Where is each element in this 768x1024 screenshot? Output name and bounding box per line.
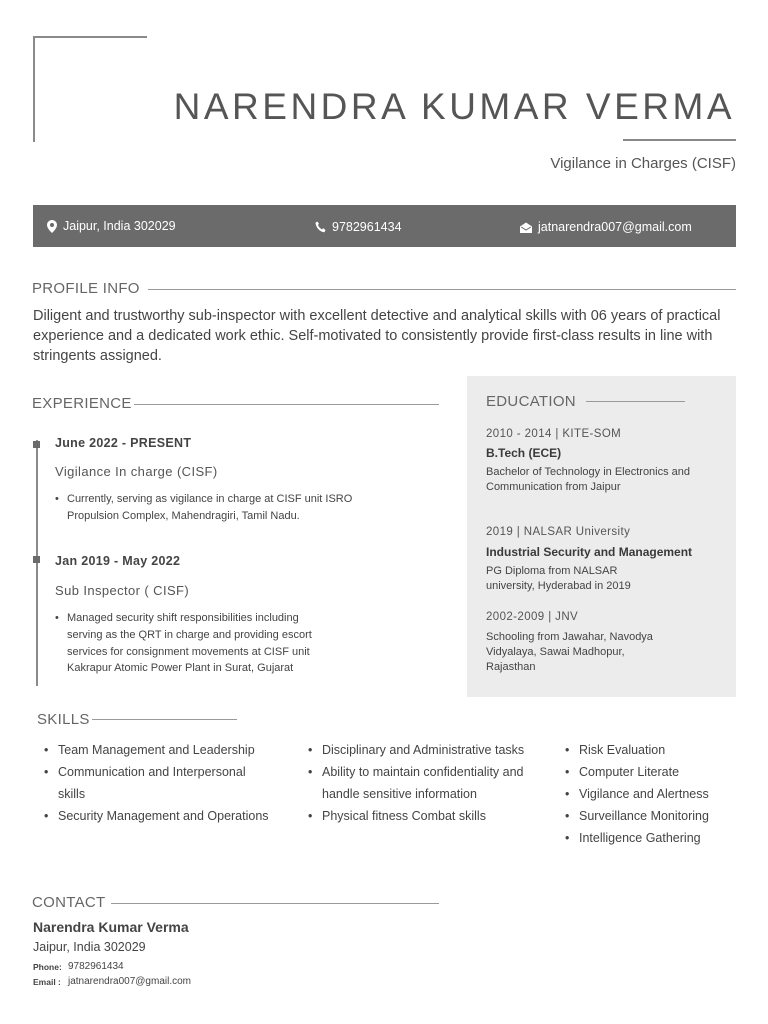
education-divider bbox=[586, 401, 685, 402]
envelope-open-icon bbox=[520, 222, 532, 233]
skill-item: • Disciplinary and Administrative tasks bbox=[304, 739, 529, 761]
corner-frame-left bbox=[33, 36, 35, 142]
contact-email[interactable]: jatnarendra007@gmail.com bbox=[68, 976, 191, 987]
skills-column bbox=[40, 739, 270, 827]
name-divider bbox=[623, 139, 736, 141]
skill-item: • Physical fitness Combat skills bbox=[304, 805, 529, 827]
experience-divider bbox=[134, 404, 439, 405]
skill-item: • Communication and Interpersonal skills bbox=[40, 761, 270, 805]
job-title: Vigilance in Charges (CISF) bbox=[550, 155, 736, 172]
contact-name: Narendra Kumar Verma bbox=[33, 919, 189, 935]
contact-phone-label: Phone: bbox=[33, 962, 62, 972]
experience-date: June 2022 - PRESENT bbox=[55, 436, 192, 450]
location-pin-icon bbox=[47, 220, 57, 233]
email-text[interactable]: jatnarendra007@gmail.com bbox=[538, 220, 692, 234]
skills-section-title: SKILLS bbox=[37, 711, 90, 728]
bar-email bbox=[520, 206, 692, 248]
experience-bullets bbox=[55, 610, 337, 677]
contact-address: Jaipur, India 302029 bbox=[33, 940, 146, 954]
phone-icon bbox=[315, 221, 326, 233]
skill-item: • Intelligence Gathering bbox=[561, 827, 741, 849]
skills-column bbox=[561, 739, 741, 849]
contact-phone[interactable]: 9782961434 bbox=[68, 961, 124, 972]
profile-section-title: PROFILE INFO bbox=[32, 280, 140, 297]
experience-role: Vigilance In charge (CISF) bbox=[55, 464, 218, 479]
contact-section-title: CONTACT bbox=[32, 894, 106, 911]
bar-phone bbox=[315, 206, 402, 248]
experience-bullet: • Managed security shift responsibilities including serving as the QRT in charge and providing escort services for consignment movements at CISF unit Kakrapur Atomic Power Plant in Surat, Gujarat bbox=[55, 610, 337, 677]
education-period: 2010 - 2014 | KITE-SOM bbox=[486, 428, 622, 440]
profile-summary: Diligent and trustworthy sub-inspector with excellent detective and analytical skills with 06 years of practical experience and a dedicated work ethic. Self-motivated to consistently provide first-class results in line with stringents assigned. bbox=[33, 308, 721, 364]
location-text: Jaipur, India 302029 bbox=[63, 219, 176, 233]
education-period: 2002-2009 | JNV bbox=[486, 611, 579, 623]
timeline-marker bbox=[33, 556, 40, 563]
education-degree: B.Tech (ECE) bbox=[486, 446, 562, 460]
experience-role: Sub Inspector ( CISF) bbox=[55, 583, 190, 598]
corner-frame-top bbox=[33, 36, 147, 38]
experience-bullets bbox=[55, 491, 385, 525]
education-description: Schooling from Jawahar, Navodya Vidyalaya, Sawai Madhopur, Rajasthan bbox=[486, 631, 653, 673]
experience-bullet: • Currently, serving as vigilance in charge at CISF unit ISRO Propulsion Complex, Mahendragiri, Tamil Nadu. bbox=[55, 491, 385, 525]
contact-bar bbox=[33, 205, 736, 247]
skill-item: • Risk Evaluation bbox=[561, 739, 741, 761]
skill-item: • Ability to maintain confidentiality and handle sensitive information bbox=[304, 761, 529, 805]
education-period: 2019 | NALSAR University bbox=[486, 526, 631, 538]
education-description: Bachelor of Technology in Electronics and Communication from Jaipur bbox=[486, 466, 691, 493]
contact-email-label: Email : bbox=[33, 977, 61, 987]
bar-location bbox=[47, 205, 176, 247]
experience-date: Jan 2019 - May 2022 bbox=[55, 554, 181, 568]
education-degree: Industrial Security and Management bbox=[486, 545, 693, 559]
skills-divider bbox=[92, 719, 237, 720]
experience-section-title: EXPERIENCE bbox=[32, 395, 132, 412]
experience-timeline bbox=[36, 440, 38, 686]
profile-divider bbox=[148, 289, 736, 290]
education-description: PG Diploma from NALSAR university, Hyderabad in 2019 bbox=[486, 565, 631, 592]
skill-item: • Surveillance Monitoring bbox=[561, 805, 741, 827]
phone-text[interactable]: 9782961434 bbox=[332, 220, 402, 234]
skill-item: • Vigilance and Alertness bbox=[561, 783, 741, 805]
skill-item: • Security Management and Operations bbox=[40, 805, 270, 827]
timeline-marker bbox=[33, 441, 40, 448]
education-section-title: EDUCATION bbox=[486, 393, 576, 410]
skill-item: • Team Management and Leadership bbox=[40, 739, 270, 761]
candidate-name: NARENDRA KUMAR VERMA bbox=[173, 86, 735, 127]
contact-divider bbox=[111, 903, 439, 904]
skills-column bbox=[304, 739, 529, 827]
skill-item: • Computer Literate bbox=[561, 761, 741, 783]
